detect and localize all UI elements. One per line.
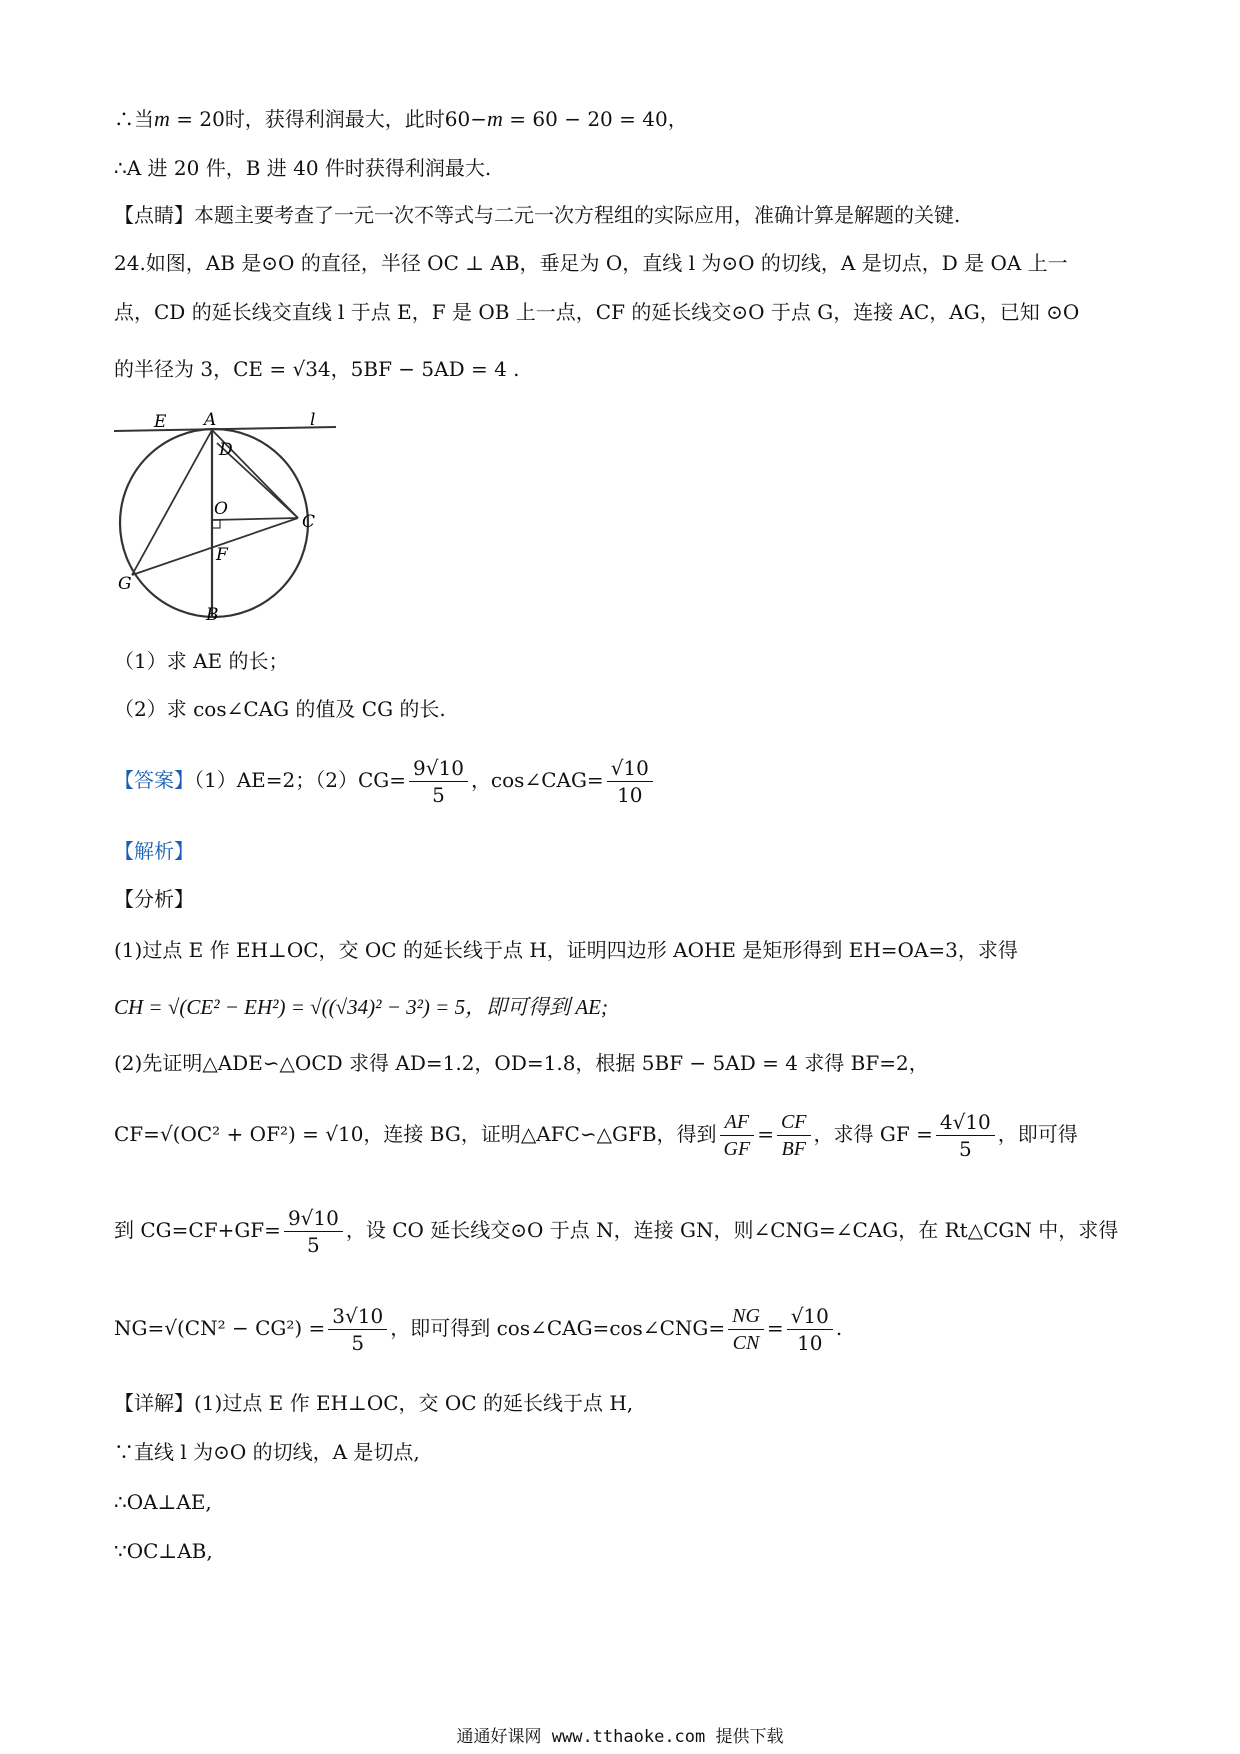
analysis-line6: NG=√(CN² − CG²) = $\frac{3√10}{5}$ ，即可得到 cos∠CAG=cos∠CNG= $\frac{NG}{CN}$ = $\frac{√10}{10}$ . xyxy=(114,1304,843,1355)
label-b: B xyxy=(206,605,219,623)
footer-source: 通通好课网 www.tthaoke.com 提供下载 xyxy=(456,1727,784,1747)
circle-o xyxy=(120,429,308,617)
detail-line2: ∵直线 l 为⊙O 的切线，A 是切点, xyxy=(114,1440,420,1464)
right-angle-mark xyxy=(212,520,220,528)
fraction-cg: $\frac{9√10}{5}$ xyxy=(409,755,468,808)
label-e: E xyxy=(154,412,167,432)
analysis-line4: CF=√(OC² + OF²) = √10，连接 BG，证明△AFC∽△GFB，得到 $\frac{AF}{GF}$ = $\frac{CF}{BF}$ ，求得 GF = $\frac{4√10}{5}$ ，即可得 xyxy=(114,1110,1078,1161)
segment-cg xyxy=(132,518,298,575)
geometry-figure xyxy=(114,403,344,623)
label-c: C xyxy=(302,512,316,532)
answer-line: 【答案】（1）AE=2；（2）CG= $\frac{9√10}{5}$ ，cos∠CAG= $\frac{√10}{10}$ xyxy=(114,750,1130,810)
label-a: A xyxy=(204,410,217,430)
label-l: l xyxy=(310,410,316,430)
sub-question-1: （1）求 AE 的长； xyxy=(114,649,289,673)
sub-question-2: （2）求 cos∠CAG 的值及 CG 的长. xyxy=(114,697,446,721)
line-profit-max: ∴当m = 20时，获得利润最大，此时60−m = 60 − 20 = 40， xyxy=(114,106,688,131)
label-o: O xyxy=(214,499,228,519)
question-24-line3: 的半径为 3，CE = √34，5BF − 5AD = 4 . xyxy=(114,357,520,381)
analysis-line5: 到 CG=CF+GF= $\frac{9√10}{5}$ ，设 CO 延长线交⊙O 于点 N，连接 GN，则∠CNG=∠CAG，在 Rt△CGN 中，求得 xyxy=(114,1206,1119,1257)
question-24-line2: 点，CD 的延长线交直线 l 于点 E，F 是 OB 上一点，CF 的延长线交⊙O 于点 G，连接 AC，AG，已知 ⊙O xyxy=(114,300,1080,324)
question-24-line1: 24.如图，AB 是⊙O 的直径，半径 OC ⊥ AB，垂足为 O，直线 l 为⊙O 的切线，A 是切点，D 是 OA 上一 xyxy=(114,251,1068,275)
fenxi-heading: 【分析】 xyxy=(114,887,194,911)
label-f: F xyxy=(216,545,228,565)
analysis-line1: (1)过点 E 作 EH⊥OC，交 OC 的延长线于点 H，证明四边形 AOHE 是矩形得到 EH=OA=3，求得 xyxy=(114,938,1018,962)
segment-ag xyxy=(132,430,212,575)
label-d: D xyxy=(219,440,233,460)
analysis-line2: CH = √(CE² − EH²) = √((√34)² − 3²) = 5，即可得到 AE; xyxy=(114,995,608,1019)
detail-line4: ∵OC⊥AB, xyxy=(114,1539,213,1563)
line-comment: 【点睛】本题主要考查了一元一次不等式与二元一次方程组的实际应用，准确计算是解题的关键. xyxy=(114,203,961,227)
analysis-line3: (2)先证明△ADE∽△OCD 求得 AD=1.2，OD=1.8，根据 5BF − 5AD = 4 求得 BF=2， xyxy=(114,1051,929,1075)
jiexi-heading: 【解析】 xyxy=(114,839,194,863)
fraction-cos: $\frac{√10}{10}$ xyxy=(607,755,653,808)
detail-line1: 【详解】(1)过点 E 作 EH⊥OC，交 OC 的延长线于点 H, xyxy=(114,1391,634,1415)
label-g: G xyxy=(118,574,132,594)
line-conclusion: ∴A 进 20 件，B 进 40 件时获得利润最大. xyxy=(114,156,492,180)
detail-line3: ∴OA⊥AE, xyxy=(114,1490,212,1514)
